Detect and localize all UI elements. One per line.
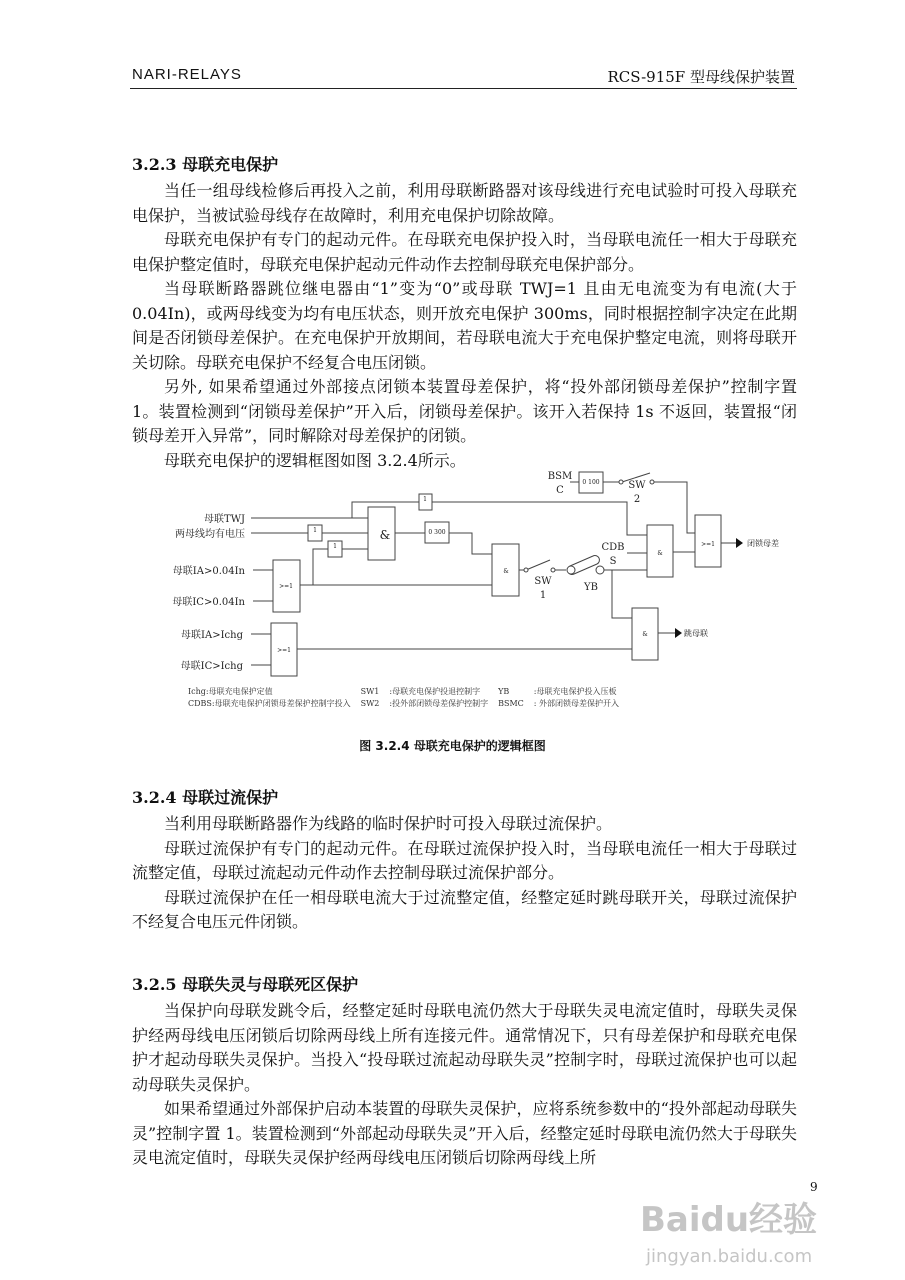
cdbs-label: S	[609, 556, 617, 567]
page-number: 9	[810, 1180, 818, 1194]
paragraph: 如果希望通过外部保护启动本装置的母联失灵保护，应将系统参数中的“投外部起动母联失灵”控制字置 1。装置检测到“外部起动母联失灵”开入后，经整定延时母联电流仍然大于母联失灵电流定值时，母联失灵保护经两母线电压闭锁后切除两母线上所	[132, 1099, 797, 1167]
legend-item: SW1	[360, 687, 380, 696]
or-label: >=1	[279, 583, 293, 590]
section-3-2-4	[132, 786, 797, 935]
output-trip-coupler: 跳母联	[684, 629, 708, 638]
header-company: NARI-RELAYS	[132, 66, 242, 83]
and-label: &	[503, 568, 509, 575]
header-divider	[130, 88, 797, 89]
legend-item: :母联充电保护投退控制字	[389, 687, 481, 696]
paragraph: 当保护向母联发跳令后，经整定延时母联电流仍然大于母联失灵电流定值时，母联失灵保护经两母线电压闭锁后切除两母线上所有连接元件。通常情况下，只有母差保护和母联充电保护才起动母联失灵保护。当投入“投母联过流起动母联失灵”控制字时，母联过流保护也可以起动母联失灵保护。	[132, 1001, 797, 1094]
logic-diagram	[140, 465, 800, 685]
paragraph: 当母联断路器跳位继电器由“1”变为“0”或母联 TWJ=1 且由无电流变为有电流(大于 0.04In)，或两母线变为均有电压状态，则开放充电保护 300ms，同时根据控制字决定在此期间是否闭锁母差保护。在充电保护开放期间，若母联电流大于充电保护整定电流，则将母联开关切除。母联充电保护不经复合电压闭锁。	[132, 279, 797, 372]
sw2-label: SW	[628, 480, 646, 491]
legend-col	[389, 686, 488, 710]
paragraph: 当任一组母线检修后再投入之前，利用母联断路器对该母线进行充电试验时可投入母联充电保护，当被试验母线存在故障时，利用充电保护切除故障。	[132, 181, 797, 225]
and-label: &	[642, 631, 648, 638]
paragraph: 母联充电保护的逻辑框图如图 3.2.4所示。	[164, 450, 466, 470]
sw1-label: 1	[539, 590, 547, 601]
legend-item: Ichg:母联充电保护定值	[188, 687, 273, 696]
legend-col	[498, 686, 524, 710]
legend-col	[534, 686, 619, 710]
input-label-voltage: 两母线均有电压	[175, 529, 245, 540]
legend-col	[361, 686, 380, 710]
paragraph: 另外, 如果希望通过外部接点闭锁本装置母差保护，将“投外部闭锁母差保护”控制字置 1。装置检测到“闭锁母差保护”开入后，闭锁母差保护。该开入若保持 1s 不返回，装置报“闭锁母差开入异常”，同时解除对母差保护的闭锁。	[132, 377, 797, 445]
timer-label: 0 300	[428, 529, 446, 536]
section-3-2-3	[132, 153, 797, 473]
input-label-ia-004: 母联IA>0.04In	[172, 566, 245, 577]
legend-item: : 外部闭锁母差保护开入	[533, 699, 620, 708]
baidu-watermark-url: jingyan.baidu.com	[646, 1246, 813, 1267]
or-label: >=1	[701, 541, 715, 548]
and-label: &	[379, 528, 391, 542]
bsmc-label: BSM	[547, 471, 573, 482]
yb-label: YB	[584, 582, 598, 593]
legend-col	[188, 686, 351, 710]
legend-item: :投外部闭锁母差保护控制字	[389, 699, 489, 708]
figure-caption: 图 3.2.4 母联充电保护的逻辑框图	[359, 739, 546, 753]
and-label: &	[657, 550, 663, 557]
baidu-watermark: Baidu经验	[640, 1200, 818, 1240]
paragraph: 当利用母联断路器作为线路的临时保护时可投入母联过流保护。	[164, 814, 613, 833]
not-label: 1	[333, 543, 337, 550]
section-heading: 3.2.5 母联失灵与母联死区保护	[132, 975, 359, 994]
cdbs-label: CDB	[601, 542, 625, 553]
input-label-ia-ichg: 母联IA>Ichg	[181, 630, 243, 641]
legend-item: :母联充电保护投入压板	[533, 687, 617, 696]
section-heading: 3.2.4 母联过流保护	[132, 788, 279, 807]
section-3-2-5	[132, 973, 797, 1171]
timer-label: 0 100	[582, 479, 600, 486]
not-label: 1	[423, 496, 427, 503]
input-label-ic-ichg: 母联IC>Ichg	[180, 661, 243, 672]
paragraph: 母联过流保护有专门的起动元件。在母联过流保护投入时，当母联电流任一相大于母联过流整定值，母联过流起动元件动作去控制母联过流保护部分。	[132, 838, 797, 882]
paragraph: 母联充电保护有专门的起动元件。在母联充电保护投入时，当母联电流任一相大于母联充电保护整定值时，母联充电保护起动元件动作去控制母联充电保护部分。	[132, 230, 797, 274]
input-label-ic-004: 母联IC>0.04In	[172, 597, 245, 608]
input-label-twj: 母联TWJ	[204, 514, 245, 525]
or-label: >=1	[277, 647, 291, 654]
legend-item: YB	[498, 687, 510, 696]
section-heading: 3.2.3 母联充电保护	[132, 155, 279, 174]
legend-item: SW2	[360, 699, 380, 708]
legend-item: CDBS:母联充电保护闭锁母差保护控制字投入	[188, 699, 351, 708]
sw1-label: SW	[534, 576, 552, 587]
paragraph: 母联过流保护在任一相母联电流大于过流整定值，经整定延时跳母联开关，母联过流保护不经复合电压元件闭锁。	[132, 887, 797, 931]
output-lock-busdiff: 闭锁母差	[747, 539, 779, 548]
legend-item: BSMC	[498, 699, 524, 708]
sw2-label: 2	[633, 494, 641, 505]
not-label: 1	[313, 527, 317, 534]
bsmc-label: C	[556, 485, 564, 496]
diagram-legend	[188, 686, 619, 710]
header-title: RCS-915F 型母线保护装置	[607, 68, 795, 86]
